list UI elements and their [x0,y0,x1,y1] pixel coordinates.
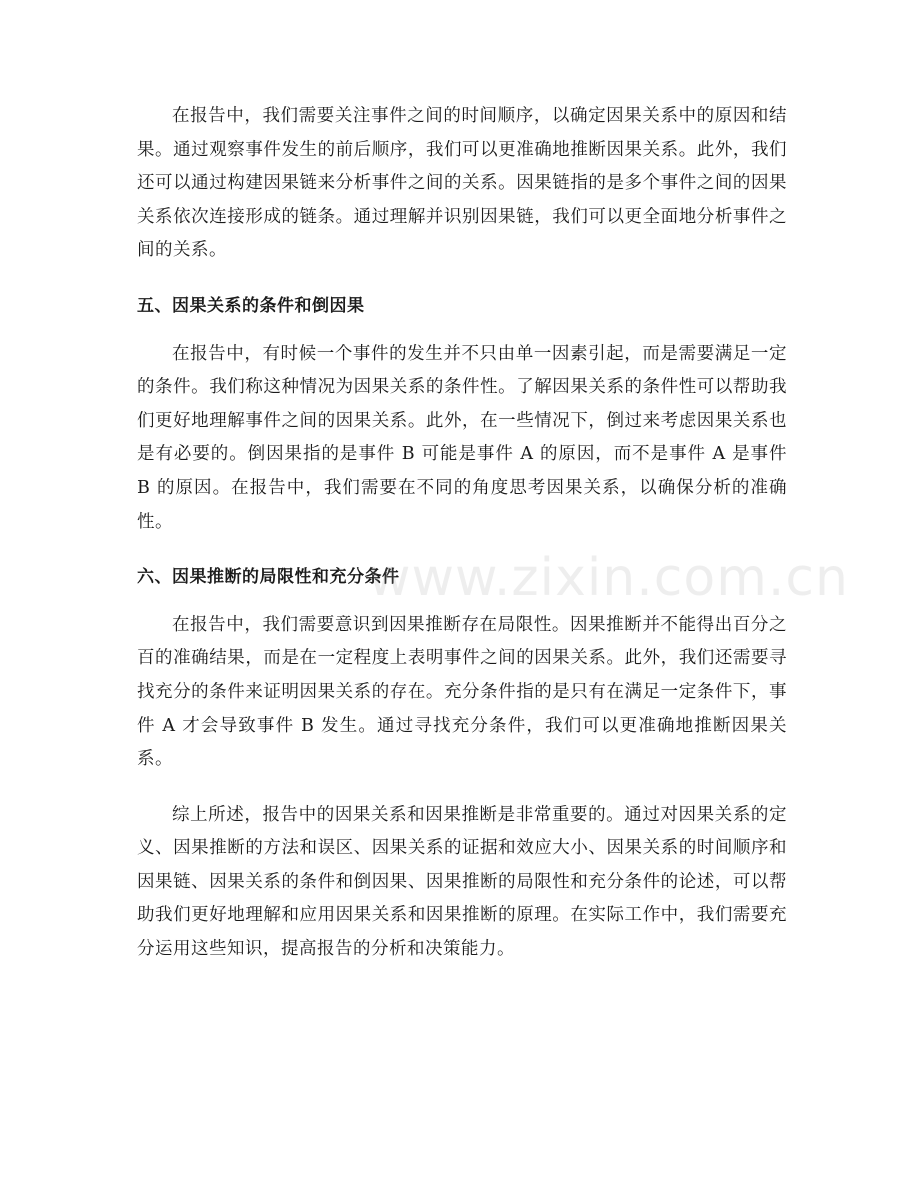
section-heading-6: 六、因果推断的局限性和充分条件 [137,567,400,588]
document-body [137,100,787,967]
paragraph-conclusion: 综上所述，报告中的因果关系和因果推断是非常重要的。通过对因果关系的定义、因果推断的方法和误区、因果关系的证据和效应大小、因果关系的时间顺序和因果链、因果关系的条件和倒因果、因果推断的局限性和充分条件的论述，可以帮助我们更好地理解和应用因果关系和因果推断的原理。在实际工作中，我们需要充分运用这些知识，提高报告的分析和决策能力。 [137,804,787,960]
paragraph-conditions: 在报告中，有时候一个事件的发生并不只由单一因素引起，而是需要满足一定的条件。我们称这种情况为因果关系的条件性。了解因果关系的条件性可以帮助我们更好地理解事件之间的因果关系。此外，在一些情况下，倒过来考虑因果关系也是有必要的。倒因果指的是事件 B 可能是事件 A 的原因，而不是事件 A 是事件 B 的原因。在报告中，我们需要在不同的角度思考因果关系，以确保分析的准确性。 [137,343,787,532]
section-heading-5: 五、因果关系的条件和倒因果 [137,295,365,316]
watermark: www.zixin.com.cn [368,548,849,608]
paragraph-time-order: 在报告中，我们需要关注事件之间的时间顺序，以确定因果关系中的原因和结果。通过观察事件发生的前后顺序，我们可以更准确地推断因果关系。此外，我们还可以通过构建因果链来分析事件之间的关系。因果链指的是多个事件之间的因果关系依次连接形成的链条。通过理解并识别因果链，我们可以更全面地分析事件之间的关系。 [137,106,787,261]
paragraph-limitations: 在报告中，我们需要意识到因果推断存在局限性。因果推断并不能得出百分之百的准确结果，而是在一定程度上表明事件之间的因果关系。此外，我们还需要寻找充分的条件来证明因果关系的存在。充分条件指的是只有在满足一定条件下，事件 A 才会导致事件 B 发生。通过寻找充分条件，我们可以更准确地推断因果关系。 [137,614,787,770]
